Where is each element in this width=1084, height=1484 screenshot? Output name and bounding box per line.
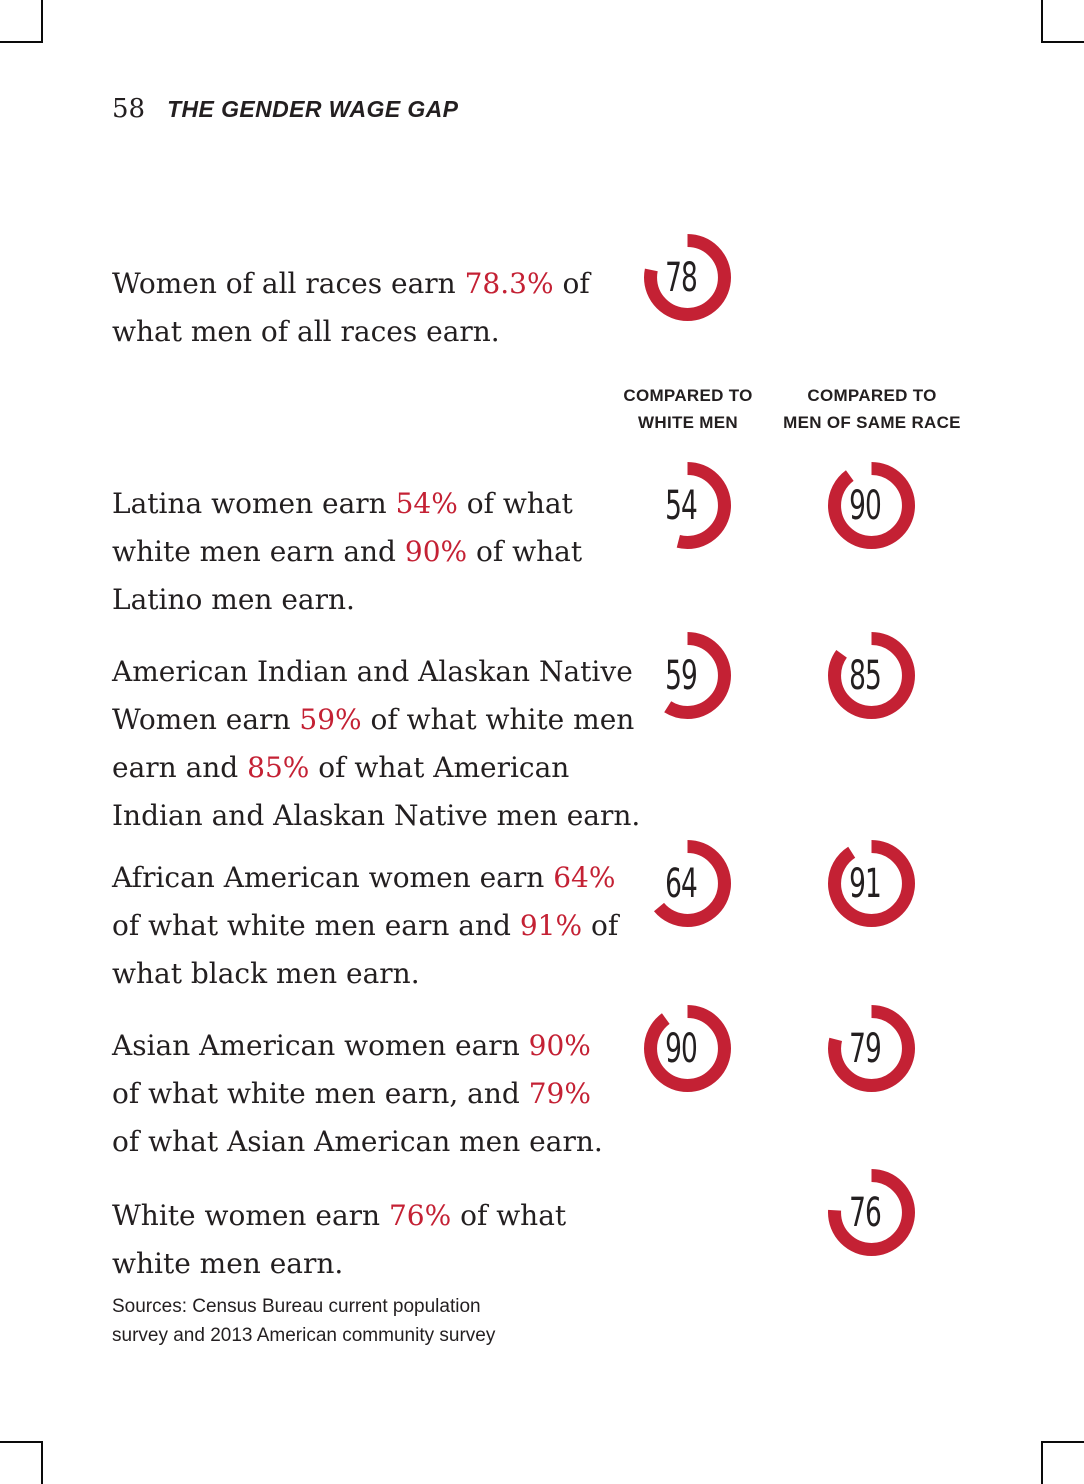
stat-paragraph-american-indian <box>112 648 640 840</box>
donut-value: 76 <box>848 1189 881 1236</box>
sources-note <box>112 1292 495 1350</box>
stat-highlight: 59% <box>299 703 362 736</box>
text-run: Asian American women earn <box>112 1029 529 1062</box>
donut-value: 91 <box>848 860 881 907</box>
page-number: 58 <box>112 94 146 124</box>
text-run: of what <box>467 535 583 568</box>
stat-highlight: 54% <box>395 487 458 520</box>
text-run: of what white men earn, and <box>112 1077 529 1110</box>
stat-paragraph-all-races <box>112 260 590 356</box>
text-run: Latina women earn <box>112 487 396 520</box>
text-run: of <box>553 267 590 300</box>
text-run: Women of all races earn <box>112 267 465 300</box>
text-run: Latino men earn. <box>112 583 355 616</box>
donut-value: 78 <box>664 254 697 301</box>
stat-highlight: 78.3% <box>464 267 554 300</box>
donut-value: 59 <box>664 652 697 699</box>
text-run: of what <box>457 487 573 520</box>
crop-mark-top-left <box>0 0 43 43</box>
stat-paragraph-asian-american <box>112 1022 603 1166</box>
text-run: of what white men <box>361 703 635 736</box>
text-run: white men earn and <box>112 535 405 568</box>
sources-line: survey and 2013 American community survey <box>112 1325 496 1346</box>
column-header-line: COMPARED TO <box>807 386 937 405</box>
text-run: of what American <box>309 751 570 784</box>
stat-highlight: 79% <box>528 1077 591 1110</box>
running-head <box>112 94 458 124</box>
donut-chart-white-women-vs-white-men <box>828 1169 915 1256</box>
text-run: of what Asian American men earn. <box>112 1125 603 1158</box>
stat-paragraph-white-women <box>112 1192 566 1288</box>
donut-chart-all-races <box>644 234 731 321</box>
stat-highlight: 76% <box>388 1199 452 1232</box>
column-header-line: MEN OF SAME RACE <box>783 413 961 432</box>
crop-mark-bottom-right <box>1041 1441 1084 1484</box>
crop-mark-bottom-left <box>0 1441 43 1484</box>
stat-highlight: 91% <box>519 909 583 942</box>
text-run: what men of all races earn. <box>112 315 500 348</box>
column-header-line: COMPARED TO <box>623 386 753 405</box>
donut-chart-latina-vs-same-race <box>828 462 915 549</box>
text-run: Indian and Alaskan Native men earn. <box>112 799 641 832</box>
text-run: white men earn. <box>112 1247 344 1280</box>
donut-value: 64 <box>664 860 697 907</box>
text-run: what black men earn. <box>112 957 420 990</box>
sources-line: Sources: Census Bureau current population <box>112 1296 481 1317</box>
stat-highlight: 85% <box>247 751 310 784</box>
text-run: of what white men earn and <box>112 909 520 942</box>
stat-highlight: 90% <box>404 535 468 568</box>
donut-chart-african-american-vs-white-men <box>644 840 731 927</box>
text-run: Women earn <box>112 703 300 736</box>
donut-chart-american-indian-vs-white-men <box>644 632 731 719</box>
text-run: White women earn <box>112 1199 389 1232</box>
donut-value: 79 <box>848 1025 881 1072</box>
donut-value: 85 <box>848 652 881 699</box>
stat-paragraph-african-american <box>112 854 618 998</box>
crop-mark-top-right <box>1041 0 1084 43</box>
donut-value: 90 <box>664 1025 697 1072</box>
donut-chart-american-indian-vs-same-race <box>828 632 915 719</box>
stat-highlight: 64% <box>553 861 616 894</box>
text-run: of <box>582 909 619 942</box>
column-header-line: WHITE MEN <box>638 413 738 432</box>
donut-chart-asian-american-vs-same-race <box>828 1005 915 1092</box>
stat-paragraph-latina <box>112 480 582 624</box>
donut-chart-latina-vs-white-men <box>644 462 731 549</box>
donut-value: 54 <box>664 482 697 529</box>
column-header-same-race <box>762 382 982 436</box>
donut-chart-asian-american-vs-white-men <box>644 1005 731 1092</box>
text-run: African American women earn <box>112 861 554 894</box>
text-run: earn and <box>112 751 248 784</box>
text-run: American Indian and Alaskan Native <box>112 655 633 688</box>
text-run: of what <box>451 1199 567 1232</box>
donut-value: 90 <box>848 482 881 529</box>
page-title: THE GENDER WAGE GAP <box>167 96 459 122</box>
donut-chart-african-american-vs-same-race <box>828 840 915 927</box>
stat-highlight: 90% <box>528 1029 591 1062</box>
